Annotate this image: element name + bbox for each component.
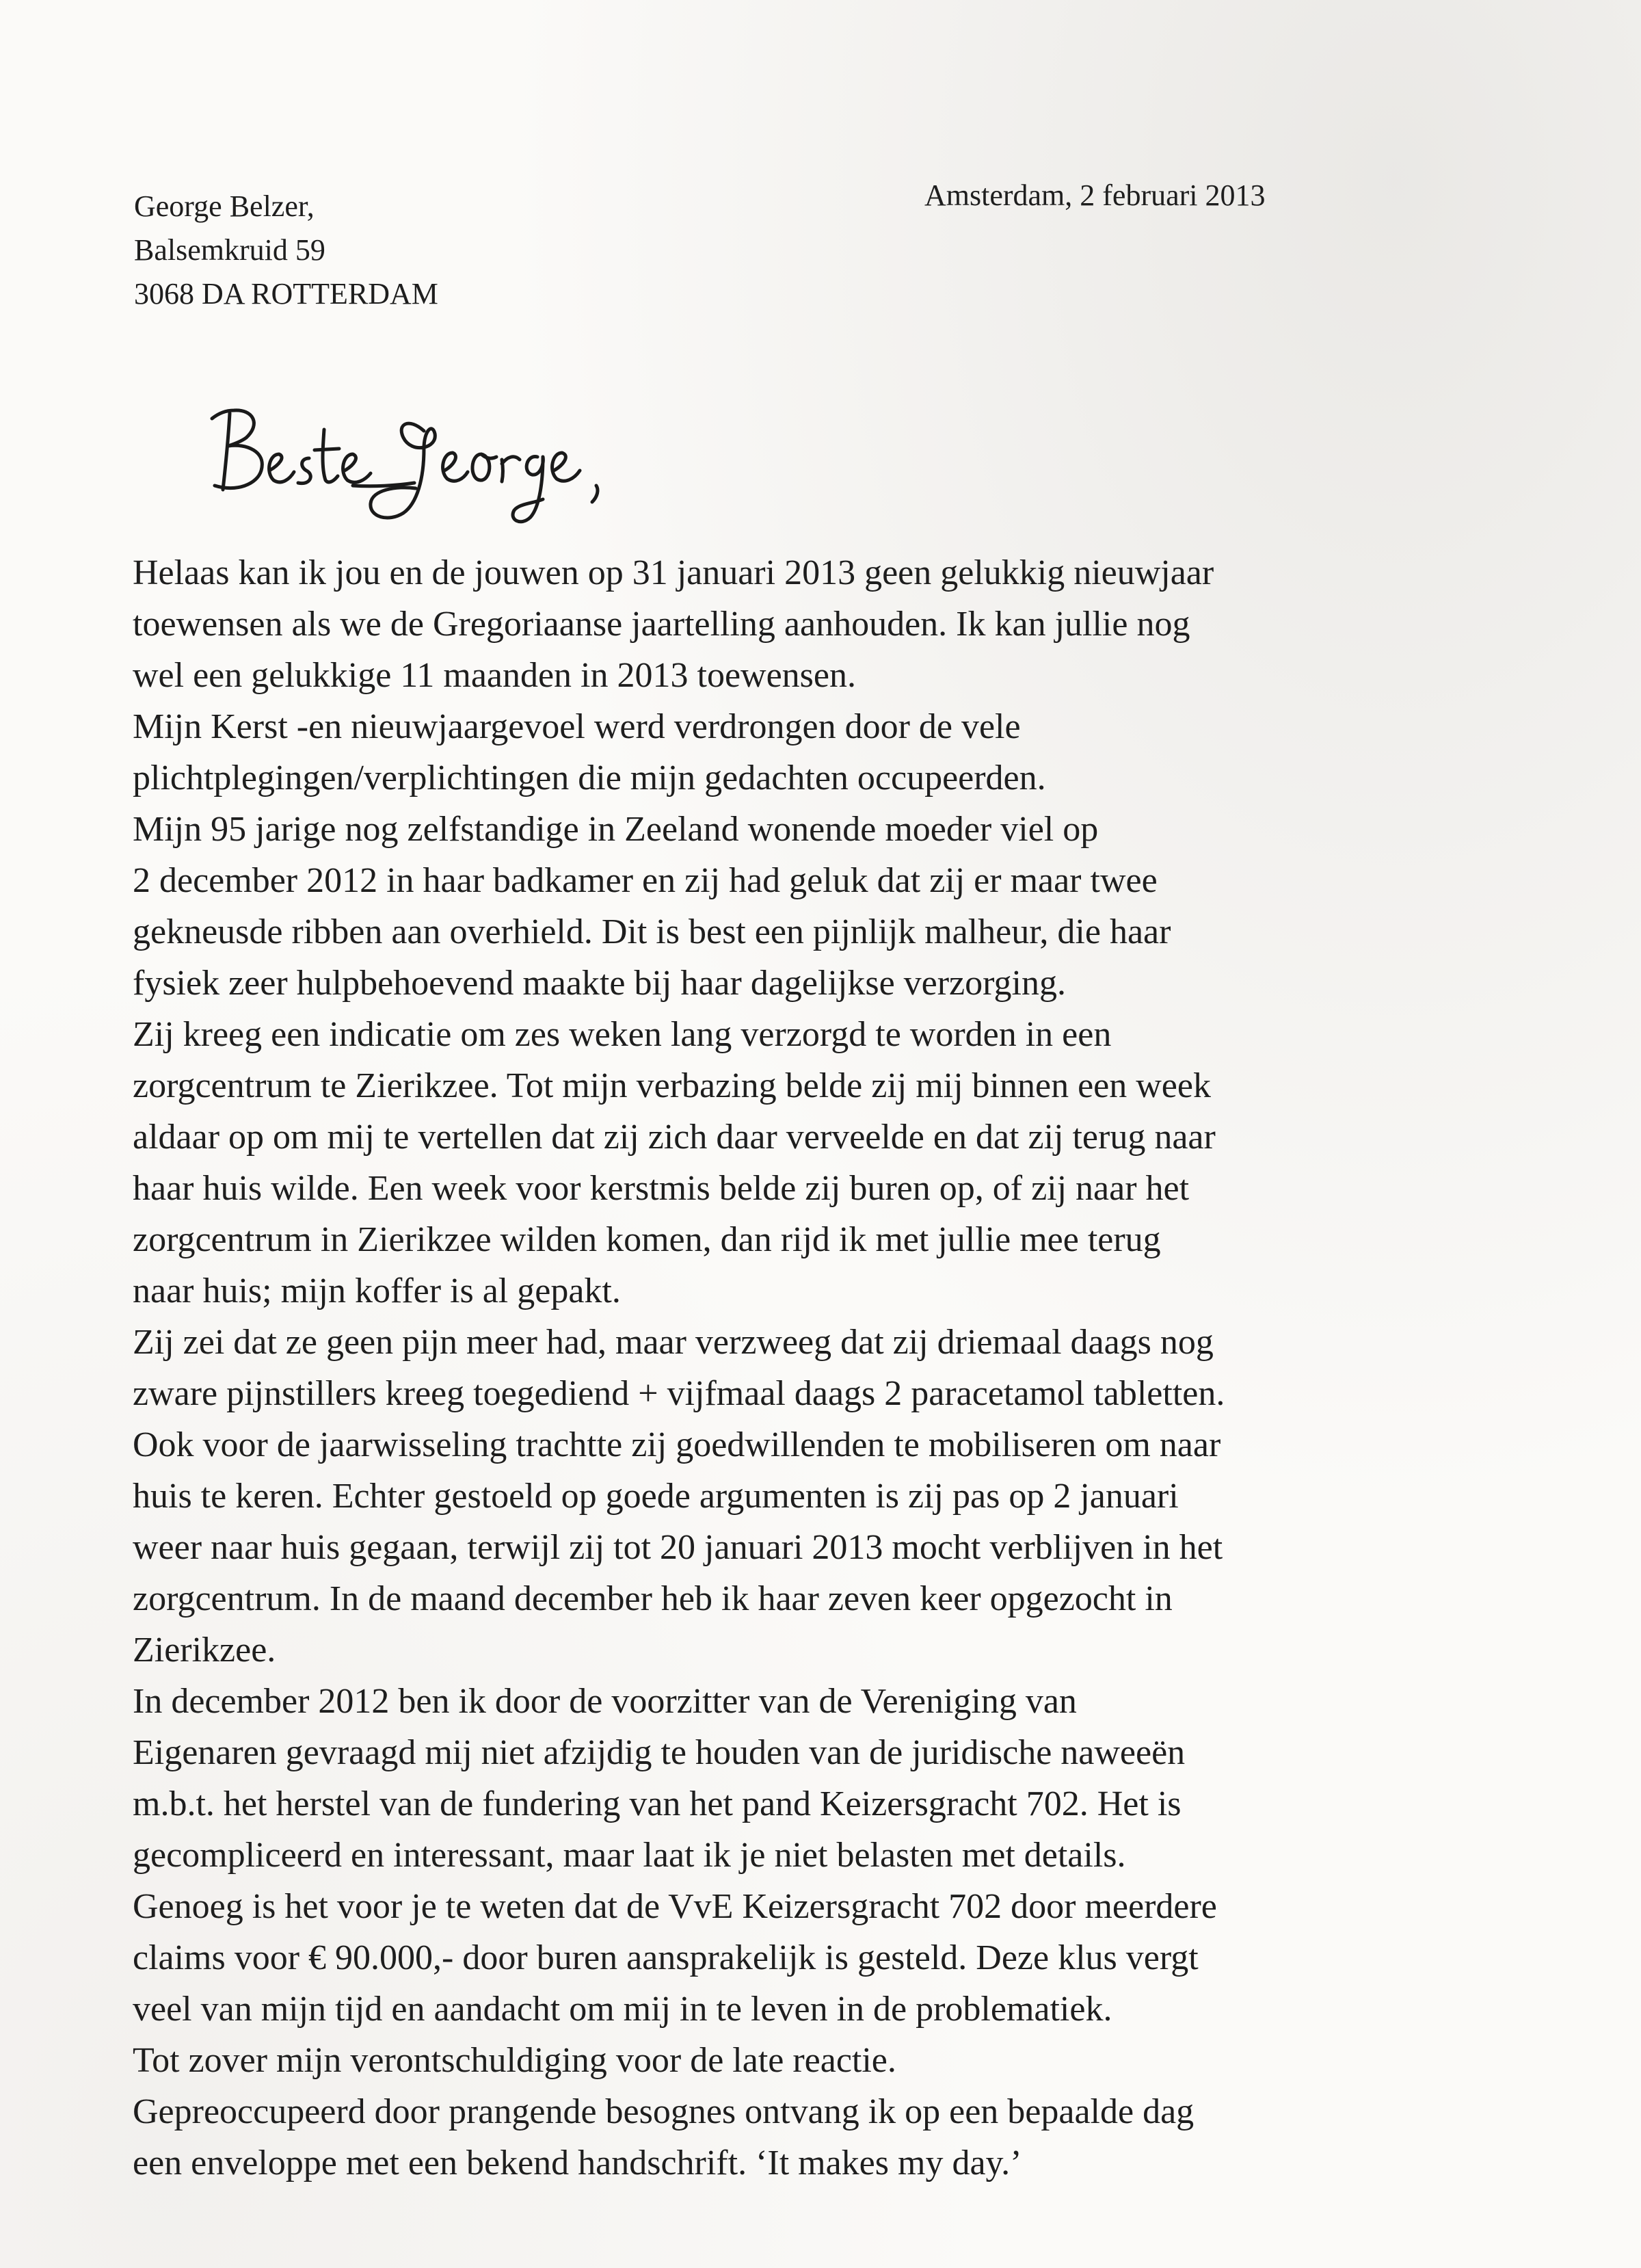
body-line: plichtplegingen/verplichtingen die mijn gedachten occupeerden. (133, 759, 1046, 797)
body-line: zorgcentrum te Zierikzee. Tot mijn verbazing belde zij mij binnen een week (133, 1066, 1211, 1105)
body-line: aldaar op om mij te vertellen dat zij zich daar verveelde en dat zij terug naar (133, 1118, 1216, 1157)
body-line: huis te keren. Echter gestoeld op goede argumenten is zij pas op 2 januari (133, 1477, 1179, 1516)
body-line: fysiek zeer hulpbehoevend maakte bij haar dagelijkse verzorging. (133, 964, 1066, 1003)
letter-body (133, 547, 1555, 2189)
body-line: Tot zover mijn verontschuldiging voor de late reactie. (133, 2041, 896, 2080)
body-line: gecompliceerd en interessant, maar laat ik je niet belasten met details. (133, 1836, 1126, 1875)
body-line: veel van mijn tijd en aandacht om mij in te leven in de problematiek. (133, 1990, 1112, 2029)
body-line: Ook voor de jaarwisseling trachtte zij goedwillenden te mobiliseren om naar (133, 1425, 1221, 1464)
body-line: wel een gelukkige 11 maanden in 2013 toewensen. (133, 656, 856, 695)
body-line: zware pijnstillers kreeg toegediend + vijfmaal daags 2 paracetamol tabletten. (133, 1374, 1225, 1413)
handwritten-salutation-drawing (198, 383, 622, 547)
body-line: haar huis wilde. Een week voor kerstmis belde zij buren op, of zij naar het (133, 1169, 1190, 1208)
body-line: een enveloppe met een bekend handschrift. ‘It makes my day.’ (133, 2144, 1022, 2183)
body-line: Zij kreeg een indicatie om zes weken lang verzorgd te worden in een (133, 1015, 1112, 1054)
body-line: In december 2012 ben ik door de voorzitter van de Vereniging van (133, 1682, 1077, 1721)
sender-name: George Belzer, (134, 189, 315, 223)
body-line: naar huis; mijn koffer is al gepakt. (133, 1271, 621, 1310)
handwritten-salutation (198, 383, 622, 547)
body-line: gekneusde ribben aan overhield. Dit is best een pijnlijk malheur, die haar (133, 912, 1171, 951)
body-line: Genoeg is het voor je te weten dat de VvE Keizersgracht 702 door meerdere (133, 1887, 1217, 1926)
sender-city: 3068 DA ROTTERDAM (134, 277, 438, 311)
sender-street: Balsemkruid 59 (134, 233, 325, 267)
body-line: toewensen als we de Gregoriaanse jaartelling aanhouden. Ik kan jullie nog (133, 605, 1190, 644)
body-line: zorgcentrum in Zierikzee wilden komen, dan rijd ik met jullie mee terug (133, 1220, 1161, 1259)
body-line: Gepreoccupeerd door prangende besognes ontvang ik op een bepaalde dag (133, 2092, 1195, 2131)
body-line: Mijn Kerst -en nieuwjaargevoel werd verdrongen door de vele (133, 707, 1021, 746)
body-line: m.b.t. het herstel van de fundering van het pand Keizersgracht 702. Het is (133, 1784, 1182, 1823)
body-line: Zij zei dat ze geen pijn meer had, maar verzweeg dat zij driemaal daags nog (133, 1323, 1214, 1362)
letter-date: Amsterdam, 2 februari 2013 (924, 179, 1266, 212)
body-line: 2 december 2012 in haar badkamer en zij had geluk dat zij er maar twee (133, 861, 1158, 900)
body-line: Zierikzee. (133, 1631, 276, 1670)
body-line: Mijn 95 jarige nog zelfstandige in Zeeland wonende moeder viel op (133, 810, 1099, 849)
body-line: Eigenaren gevraagd mij niet afzijdig te houden van de juridische naweeën (133, 1733, 1186, 1772)
sender-address-block (134, 185, 438, 316)
body-line: zorgcentrum. In de maand december heb ik haar zeven keer opgezocht in (133, 1579, 1173, 1618)
body-line: claims voor € 90.000,- door buren aansprakelijk is gesteld. Deze klus vergt (133, 1938, 1199, 1977)
body-line: Helaas kan ik jou en de jouwen op 31 januari 2013 geen gelukkig nieuwjaar (133, 553, 1214, 592)
body-line: weer naar huis gegaan, terwijl zij tot 20 januari 2013 mocht verblijven in het (133, 1528, 1223, 1567)
